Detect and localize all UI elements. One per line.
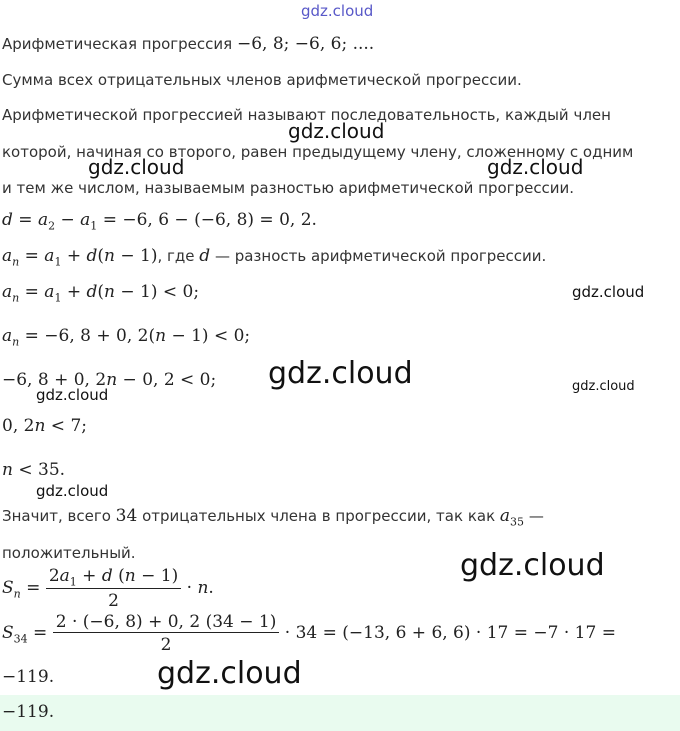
sum-computation: $S_{34}$ = $\frac{2 \cdot (-6, 8) + 0, 2 (34 - 1)}{2}$ · 34 = (−13, 6 + 6, 6) · 17 = −7 · 17 = [2,612,616,655]
watermark: gdz.cloud [301,2,374,20]
answer-box [0,695,680,731]
problem-statement: Арифметическая прогрессия −6, 8; −6, 6; .... [2,34,375,54]
watermark: gdz.cloud [572,379,635,394]
watermark: gdz.cloud [460,548,605,583]
inequality-result: n < 35. [2,460,66,480]
definition-line: и тем же числом, называемым разностью арифметической прогрессии. [2,179,575,197]
definition-line: Арифметической прогрессией называют последовательность, каждый член [2,106,611,124]
inequality-step: $a_n = a_1 + d(n - 1) < 0$; [2,282,200,305]
sum-formula: $S_n$ = $\frac{2a_1 + d (n - 1)}{2}$ · n. [2,566,214,612]
inequality-step: 0, 2n < 7; [2,416,88,436]
watermark: gdz.cloud [487,155,584,179]
watermark: gdz.cloud [572,283,645,301]
watermark: gdz.cloud [288,119,385,143]
nth-term-formula: $a_n = a_1 + d(n - 1)$, где d — разность арифметической прогрессии. [2,246,547,269]
watermark: gdz.cloud [88,155,185,179]
inequality-step: −6, 8 + 0, 2n − 0, 2 < 0; [2,370,217,390]
inequality-step: $a_n = -6$, 8 + 0, 2(n − 1) < 0; [2,326,251,349]
sum-result: −119. [2,667,55,687]
answer-value: −119. [2,702,55,722]
definition-line: которой, начиная со второго, равен предыдущему члену, сложенному с одним [2,143,634,161]
difference-formula: $d = a_2 - a_1 = -6$, 6 − (−6, 8) = 0, 2. [2,210,317,233]
watermark: gdz.cloud [36,386,109,404]
conclusion-line: Значит, всего 34 отрицательных члена в прогрессии, так как $a_{35}$ — [2,506,544,529]
watermark: gdz.cloud [268,356,413,391]
task-text: Сумма всех отрицательных членов арифметической прогрессии. [2,71,522,89]
conclusion-line: положительный. [2,544,136,562]
watermark: gdz.cloud [157,656,302,691]
watermark: gdz.cloud [36,482,109,500]
